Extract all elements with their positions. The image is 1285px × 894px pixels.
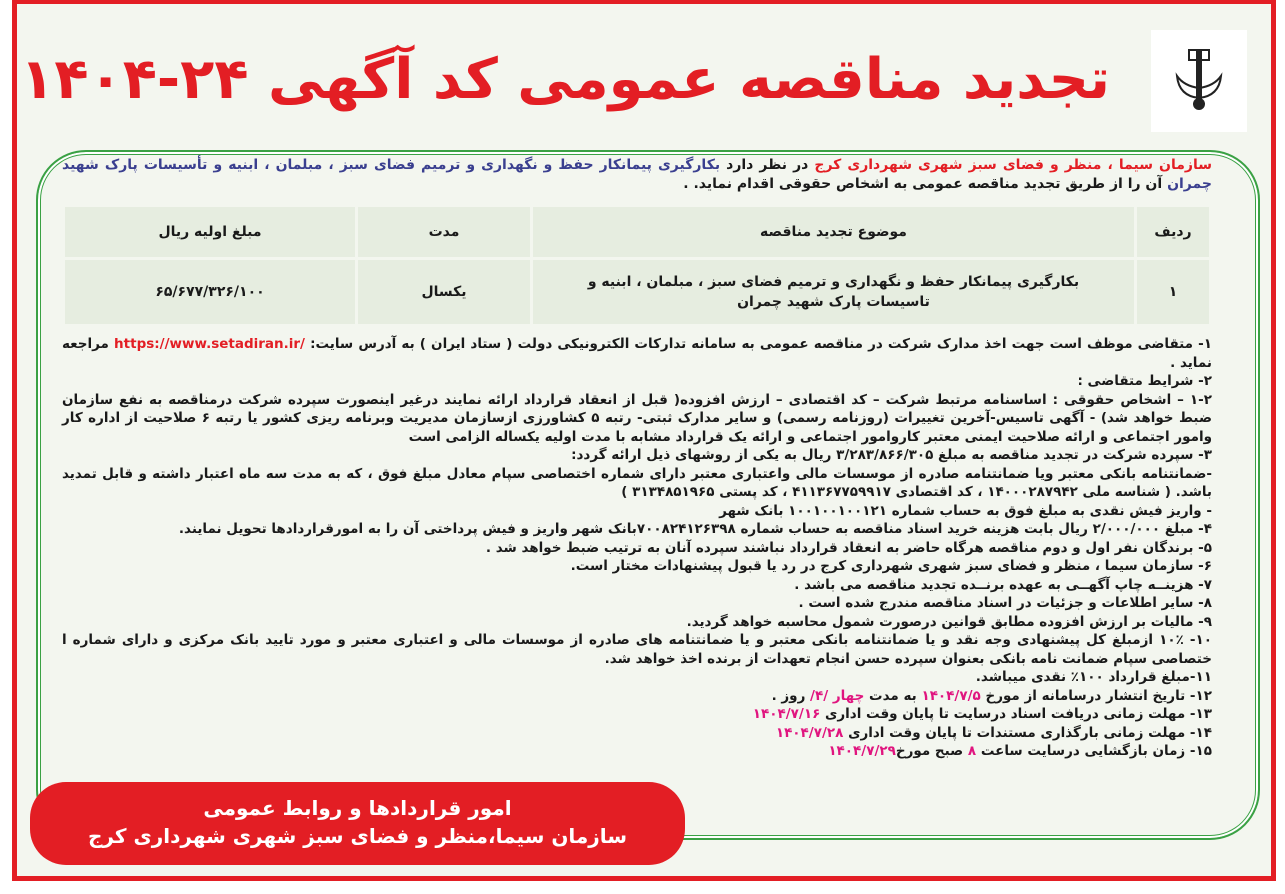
document-deadline: ۱۴۰۴/۷/۱۶	[752, 706, 821, 722]
municipality-logo	[1151, 30, 1247, 132]
item-text: ۱۴- مهلت زمانی بارگذاری مستندات تا پایان وقت اداری	[843, 724, 1212, 741]
publish-days: چهار /۴/	[810, 687, 865, 704]
item-4: ۴- مبلغ ۲/۰۰۰/۰۰۰ ریال بابت هزینه خرید اسناد مناقصه به حساب شماره ۷۰۰۸۲۴۱۲۶۳۹۸بانک شهر واریز و فیش پرداختی آن را به امورقراردادها تحویل نمایند.	[178, 521, 1212, 537]
footer-department: امور قراردادها و روابط عمومی	[203, 796, 512, 820]
item-13	[62, 705, 1212, 724]
item-7: ۷- هزینــه چاپ آگهــی به عهده برنــده تجدید مناقصه می باشد .	[794, 576, 1212, 593]
item-text: مراجعه نماید .	[62, 336, 1212, 371]
item-10: ۱۰- ۱۰٪ ازمبلغ کل پیشنهادی وجه نقد و یا ضمانتنامه بانکی معتبر و یا ضمانتنامه های صادره از موسسات مالی و اعتباری معتبر و مورد تایید بانک مرکزی و دارای شماره ا ختصاصی سپام ضمانت نامه بانکی بعنوان سپرده حسن انجام تعهدات از برنده اخذ خواهد شد.	[62, 632, 1212, 667]
item-2-1: ۱-۲ – اشخاص حقوقی : اساسنامه مرتبط شرکت – کد اقتصادی – ارزش افزوده( قبل از انعقاد قرارداد ارائه نمایند درغیر اینصورت سپرده شرکت درمناقصه به نفع سازمان ضبط خواهد شد) - آگهی تاسیس-آخرین تغییرات (روزنامه رسمی) و سایر مدارک ثبتی- رتبه ۵ کشاورزی ازسازمان مدیریت وبرنامه ریزی کشور یا رتبه ۶ صلاحیت از اداره کار وامور اجتماعی و ارائه صلاحیت ایمنی معتبر کاروامور اجتماعی و ارائه یک قرارداد مشابه با مدت اولیه یکساله الزامی است	[62, 391, 1212, 445]
item-2: ۲- شرایط متقاضی :	[1077, 373, 1212, 389]
intro-text-end: آن را از طریق تجدید مناقصه عمومی به اشخاص حقوقی اقدام نماید. .	[683, 176, 1168, 192]
item-text: روز .	[771, 687, 811, 704]
publish-date: ۱۴۰۴/۷/۵	[921, 687, 981, 704]
upload-deadline: ۱۴۰۴/۷/۲۸	[775, 724, 844, 741]
notice-title: تجدید مناقصه عمومی کد آگهی ۲۴-۱۴۰۴	[20, 47, 1110, 112]
tender-table	[62, 204, 1212, 327]
item-text: ۱۵- زمان بازگشایی درسایت ساعت	[976, 743, 1212, 759]
intro-paragraph	[62, 156, 1212, 194]
setadiran-link[interactable]: https://www.setadiran.ir/	[114, 336, 305, 352]
item-text: ۱۳- مهلت زمانی دریافت اسناد درسایت تا پایان وقت اداری	[820, 706, 1212, 722]
item-text: صبح مورخ	[895, 743, 968, 759]
item-8: ۸- سایر اطلاعات و جزئیات در اسناد مناقصه مندرج شده است .	[798, 595, 1212, 611]
item-15	[62, 742, 1212, 761]
item-3-a: -ضمانتنامه بانکی معتبر ویا ضمانتنامه صادره از موسسات مالی واعتباری معتبر دارای شماره اختصاصی سپام معادل مبلغ فوق ، که به مدت سه ماه اعتبار داشته و قابل تمدید باشد. ( شناسه ملی ۱۴۰۰۰۲۸۷۹۴۲ ، کد اقتصادی ۴۱۱۳۶۷۷۵۹۹۱۷ ، کد پستی ۳۱۳۴۸۵۱۹۶۵ )	[62, 465, 1212, 500]
organization-name: سازمان سیما ، منظر و فضای سبز شهری شهرداری کرج	[814, 157, 1212, 173]
item-text: ۱۲- تاریخ انتشار درسامانه از مورخ	[980, 687, 1212, 704]
opening-date: ۱۴۰۴/۷/۲۹	[828, 743, 896, 759]
cell-amount: ۶۵/۶۷۷/۳۲۶/۱۰۰	[65, 260, 355, 324]
item-1	[62, 335, 1212, 372]
header-amount: مبلغ اولیه ریال	[65, 207, 355, 257]
opening-hour: ۸	[967, 743, 977, 759]
header-subject: موضوع تجدید مناقصه	[533, 207, 1134, 257]
item-text: به مدت	[864, 687, 922, 704]
item-text: ۱- متقاضی موظف است جهت اخذ مدارک شرکت در مناقصه عمومی به سامانه تدارکات الکترونیکی دولت ( ستاد ایران ) به آدرس سایت:	[304, 336, 1212, 352]
tender-subject: بکارگیری پیمانکار حفظ و نگهداری و ترمیم فضای سبز ، مبلمان ، ابنیه و تأسیسات پارک شهید چمران	[62, 157, 1212, 192]
item-6: ۶- سازمان سیما ، منظر و فضای سبز شهری شهرداری کرج در رد یا قبول پیشنهادات مختار است.	[570, 558, 1212, 574]
table-header-row	[65, 207, 1209, 257]
item-9: ۹- مالیات بر ارزش افزوده مطابق قوانین درصورت شمول محاسبه خواهد گردید.	[686, 613, 1212, 630]
cell-subject: بکارگیری پیمانکار حفظ و نگهداری و ترمیم فضای سبز ، مبلمان ، ابنیه و تاسیسات پارک شهید چمران	[533, 260, 1134, 324]
item-14	[62, 724, 1212, 743]
item-11: ۱۱-مبلغ قرارداد ۱۰۰٪ نقدی میباشد.	[975, 669, 1212, 685]
cell-index: ۱	[1137, 260, 1209, 324]
item-3: ۳- سپرده شرکت در تجدید مناقصه به مبلغ ۳/۲۸۳/۸۶۶/۳۰۵ ریال به یکی از روشهای ذیل ارائه گردد:	[571, 447, 1212, 463]
item-12	[62, 687, 1212, 706]
footer-organization: سازمان سیما،منظر و فضای سبز شهری شهرداری کرج	[88, 824, 627, 848]
notice-body	[62, 156, 1212, 761]
cell-duration: یکسال	[358, 260, 530, 324]
header-duration: مدت	[358, 207, 530, 257]
table-row	[65, 260, 1209, 324]
karaj-emblem-icon	[1169, 46, 1229, 116]
footer-banner	[30, 782, 685, 865]
item-5: ۵- برندگان نفر اول و دوم مناقصه هرگاه حاضر به انعقاد قرارداد نباشند سپرده آنان به ترتیب ضبط خواهد شد .	[485, 539, 1212, 556]
header-index: ردیف	[1137, 207, 1209, 257]
item-3-b: - واریز فیش نقدی به مبلغ فوق به حساب شماره ۱۰۰۱۰۰۱۰۰۱۲۱ بانک شهر	[719, 502, 1212, 519]
conditions-list	[62, 335, 1212, 761]
intro-text: در نظر دارد	[720, 157, 815, 173]
